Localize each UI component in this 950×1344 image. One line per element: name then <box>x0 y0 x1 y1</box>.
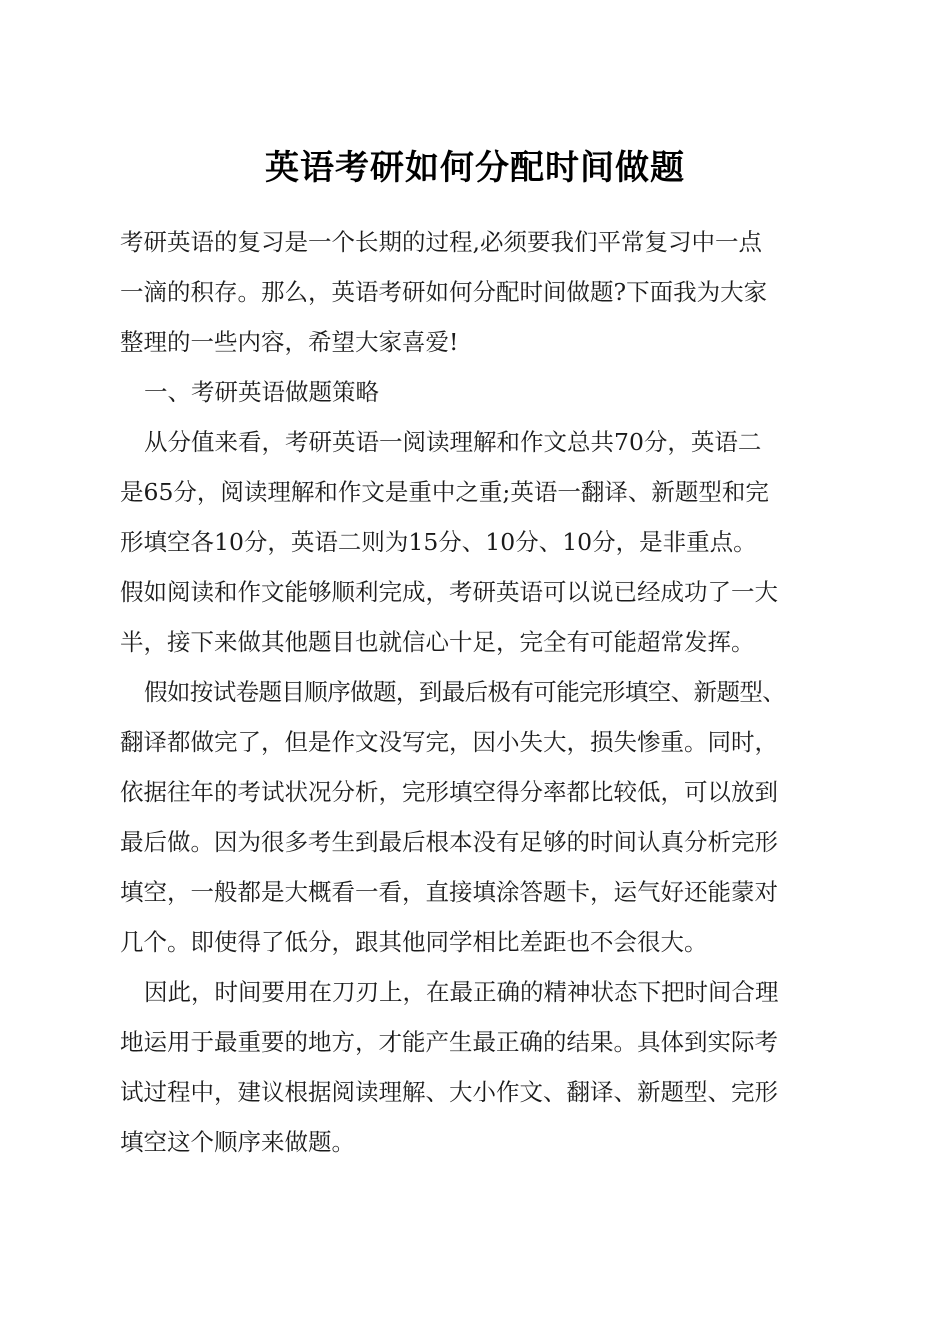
body-line: 翻译都做完了，但是作文没写完，因小失大，损失惨重。同时， <box>120 728 778 756</box>
body-line: 填空，一般都是大概看一看，直接填涂答题卡，运气好还能蒙对 <box>120 878 778 906</box>
body-line: 考研英语的复习是一个长期的过程,必须要我们平常复习中一点 <box>120 228 762 256</box>
body-line: 地运用于最重要的地方，才能产生最正确的结果。具体到实际考 <box>120 1028 778 1056</box>
body-line: 假如阅读和作文能够顺利完成，考研英语可以说已经成功了一大 <box>120 578 778 606</box>
body-line: 整理的一些内容，希望大家喜爱! <box>120 328 459 356</box>
section-heading: 一、考研英语做题策略 <box>144 378 379 406</box>
body-line: 最后做。因为很多考生到最后根本没有足够的时间认真分析完形 <box>120 828 778 856</box>
body-line: 填空这个顺序来做题。 <box>120 1128 355 1156</box>
document-body <box>120 0 834 1344</box>
body-line: 是65分，阅读理解和作文是重中之重;英语一翻译、新题型和完 <box>120 478 769 506</box>
body-line: 假如按试卷题目顺序做题，到最后极有可能完形填空、新题型、 <box>144 678 786 706</box>
body-line: 因此，时间要用在刀刃上，在最正确的精神状态下把时间合理 <box>144 978 779 1006</box>
body-line: 几个。即使得了低分，跟其他同学相比差距也不会很大。 <box>120 928 708 956</box>
document-title: 英语考研如何分配时间做题 <box>265 148 685 188</box>
body-line: 半，接下来做其他题目也就信心十足，完全有可能超常发挥。 <box>120 628 755 656</box>
body-line: 形填空各10分，英语二则为15分、10分、10分，是非重点。 <box>120 528 757 556</box>
body-line: 一滴的积存。那么，英语考研如何分配时间做题?下面我为大家 <box>120 278 768 306</box>
body-line: 从分值来看，考研英语一阅读理解和作文总共70分，英语二 <box>144 428 762 456</box>
body-line: 依据往年的考试状况分析，完形填空得分率都比较低，可以放到 <box>120 778 778 806</box>
body-line: 试过程中，建议根据阅读理解、大小作文、翻译、新题型、完形 <box>120 1078 778 1106</box>
